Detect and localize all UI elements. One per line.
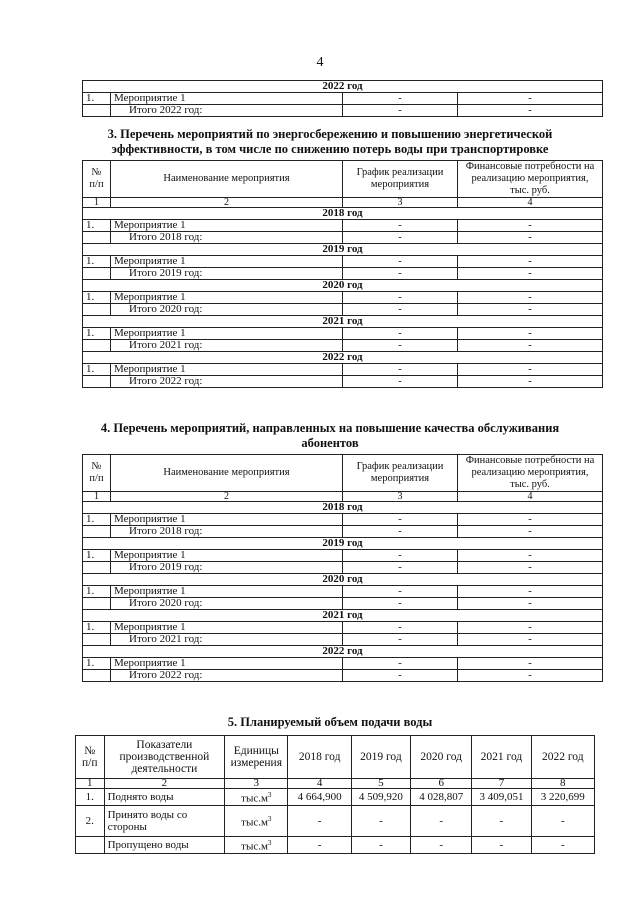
column-number: 2 [104,779,225,789]
schedule-cell: - [343,340,458,352]
year-value: - [531,806,594,837]
year-value: - [411,837,472,854]
total-label: Итого 2018 год: [111,232,343,244]
finance-cell: - [458,598,603,610]
empty-cell [83,376,111,388]
unit-text: тыс.м [241,840,268,853]
header-cell: Финансовые потребности на реализацию мероприятия, тыс. руб. [458,455,603,492]
item-number: 1. [83,328,111,340]
empty-cell [83,340,111,352]
item-name: Мероприятие 1 [111,658,343,670]
empty-cell [83,304,111,316]
item-name: Мероприятие 1 [111,550,343,562]
finance-cell: - [458,256,603,268]
item-name: Мероприятие 1 [111,622,343,634]
finance-cell: - [458,105,603,117]
finance-cell: - [458,340,603,352]
empty-cell [83,670,111,682]
top-fragment-table [82,80,603,117]
total-label: Итого 2022 год: [111,376,343,388]
schedule-cell: - [343,658,458,670]
header-cell: 2022 год [531,736,594,779]
item-name: Мероприятие 1 [111,514,343,526]
total-label: Итого 2022 год: [111,670,343,682]
finance-cell: - [458,328,603,340]
total-label: Итого 2019 год: [111,268,343,280]
unit-superscript: 3 [267,791,272,800]
header-cell: График реализации мероприятия [343,455,458,492]
column-number: 4 [458,198,603,208]
section3-title-line2: эффективности, в том числе по снижению потерь воды при транспортировке [111,142,549,156]
section3-title-line1: 3. Перечень мероприятий по энергосбережению и повышению энергетической [107,127,553,141]
total-label: Итого 2018 год: [111,526,343,538]
year-value: 3 409,051 [472,789,531,806]
column-number: 4 [458,492,603,502]
total-label: Итого 2020 год: [111,598,343,610]
page-number: 4 [316,55,324,70]
indicator-name: Принято воды со стороны [104,806,225,837]
finance-cell: - [458,514,603,526]
unit-text: тыс.м [241,792,268,805]
total-label: Итого 2021 год: [111,340,343,352]
schedule-cell: - [343,550,458,562]
year-value: 4 028,807 [411,789,472,806]
schedule-cell: - [343,364,458,376]
year-row: 2021 год [83,316,603,328]
year-value: 4 509,920 [351,789,410,806]
indicator-name: Поднято воды [104,789,225,806]
year-row: 2019 год [83,538,603,550]
column-number: 3 [343,492,458,502]
unit-cell [225,789,288,806]
header-cell: 2018 год [288,736,351,779]
schedule-cell: - [343,586,458,598]
finance-cell: - [458,622,603,634]
empty-cell [83,598,111,610]
finance-cell: - [458,304,603,316]
year-row: 2019 год [83,244,603,256]
year-value: 3 220,699 [531,789,594,806]
unit-superscript: 3 [267,815,272,824]
row-number: 1. [76,789,105,806]
row-number [76,837,105,854]
column-number: 1 [83,198,111,208]
header-cell: Наименование мероприятия [111,161,343,198]
year-row: 2022 год [83,646,603,658]
section4-title-line1: 4. Перечень мероприятий, направленных на повышение качества обслуживания [100,421,560,435]
finance-cell: - [458,93,603,105]
empty-cell [83,634,111,646]
section4-table [82,454,603,682]
finance-cell: - [458,586,603,598]
year-value: - [351,806,410,837]
column-number: 1 [76,779,105,789]
year-value: - [472,837,531,854]
unit-cell [225,837,288,854]
schedule-cell: - [343,256,458,268]
section3-table [82,160,603,388]
finance-cell: - [458,292,603,304]
year-row: 2018 год [83,502,603,514]
schedule-cell: - [343,105,458,117]
finance-cell: - [458,658,603,670]
item-number: 1. [83,256,111,268]
item-name: Мероприятие 1 [111,328,343,340]
section5-title: 5. Планируемый объем подачи воды [227,715,433,729]
finance-cell: - [458,526,603,538]
column-number: 3 [343,198,458,208]
year-value: 4 664,900 [288,789,351,806]
unit-cell [225,806,288,837]
schedule-cell: - [343,622,458,634]
schedule-cell: - [343,634,458,646]
finance-cell: - [458,670,603,682]
item-name: Мероприятие 1 [111,256,343,268]
header-cell: 2019 год [351,736,410,779]
finance-cell: - [458,562,603,574]
header-cell: Единицы измерения [225,736,288,779]
year-row: 2020 год [83,280,603,292]
item-number: 1. [83,514,111,526]
item-number: 1. [83,550,111,562]
schedule-cell: - [343,304,458,316]
header-cell: № п/п [76,736,105,779]
item-name: Мероприятие 1 [111,292,343,304]
schedule-cell: - [343,526,458,538]
empty-cell [83,232,111,244]
total-label: Итого 2019 год: [111,562,343,574]
header-cell: Наименование мероприятия [111,455,343,492]
item-name: Мероприятие 1 [111,586,343,598]
finance-cell: - [458,232,603,244]
header-cell: Финансовые потребности на реализацию мероприятия, тыс. руб. [458,161,603,198]
section4-title [60,421,600,451]
indicator-name: Пропущено воды [104,837,225,854]
total-label: Итого 2020 год: [111,304,343,316]
header-cell: № п/п [83,161,111,198]
schedule-cell: - [343,598,458,610]
header-cell: 2021 год [472,736,531,779]
finance-cell: - [458,634,603,646]
year-row: 2018 год [83,208,603,220]
item-name: Мероприятие 1 [111,93,343,105]
header-cell: Показатели производственной деятельности [104,736,225,779]
section5-table [75,735,595,854]
item-name: Мероприятие 1 [111,220,343,232]
item-name: Мероприятие 1 [111,364,343,376]
schedule-cell: - [343,514,458,526]
schedule-cell: - [343,376,458,388]
finance-cell: - [458,550,603,562]
year-value: - [531,837,594,854]
empty-cell [83,105,111,117]
column-number: 6 [411,779,472,789]
row-number: 2. [76,806,105,837]
schedule-cell: - [343,268,458,280]
finance-cell: - [458,268,603,280]
year-value: - [288,837,351,854]
finance-cell: - [458,220,603,232]
column-number: 7 [472,779,531,789]
empty-cell [83,526,111,538]
header-cell: 2020 год [411,736,472,779]
item-number: 1. [83,292,111,304]
column-number: 4 [288,779,351,789]
column-number: 5 [351,779,410,789]
year-row: 2021 год [83,610,603,622]
column-number: 1 [83,492,111,502]
schedule-cell: - [343,328,458,340]
total-label: Итого 2022 год: [111,105,343,117]
year-row: 2022 год [83,352,603,364]
empty-cell [83,562,111,574]
schedule-cell: - [343,220,458,232]
year-row: 2022 год [83,81,603,93]
year-value: - [351,837,410,854]
column-number: 2 [111,492,343,502]
item-number: 1. [83,220,111,232]
schedule-cell: - [343,562,458,574]
column-number: 8 [531,779,594,789]
column-number: 3 [225,779,288,789]
unit-text: тыс.м [241,816,268,829]
header-cell: № п/п [83,455,111,492]
item-number: 1. [83,364,111,376]
schedule-cell: - [343,292,458,304]
column-number: 2 [111,198,343,208]
schedule-cell: - [343,232,458,244]
year-value: - [472,806,531,837]
item-number: 1. [83,586,111,598]
finance-cell: - [458,364,603,376]
year-value: - [288,806,351,837]
empty-cell [83,268,111,280]
total-label: Итого 2021 год: [111,634,343,646]
finance-cell: - [458,376,603,388]
item-number: 1. [83,658,111,670]
schedule-cell: - [343,670,458,682]
year-value: - [411,806,472,837]
schedule-cell: - [343,93,458,105]
year-row: 2020 год [83,574,603,586]
item-number: 1. [83,93,111,105]
section3-title [60,127,600,157]
header-cell: График реализации мероприятия [343,161,458,198]
item-number: 1. [83,622,111,634]
section4-title-line2: абонентов [301,436,359,450]
unit-superscript: 3 [267,839,272,848]
